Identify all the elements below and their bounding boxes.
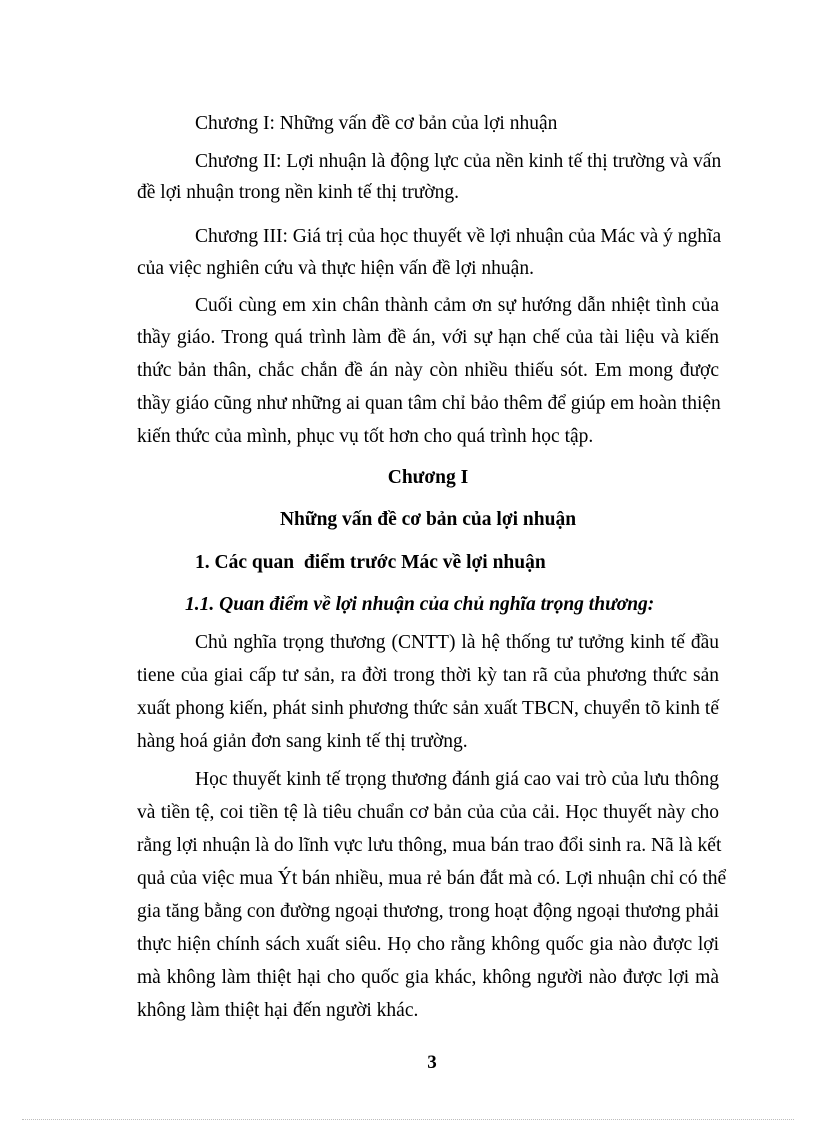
chapter-heading: Chương I xyxy=(387,467,469,488)
page-bottom-divider xyxy=(22,1119,794,1120)
page-number: 3 xyxy=(427,1052,437,1073)
chapter-title: Những vấn đề cơ bản của lợi nhuận xyxy=(279,509,577,530)
toc-chapter-1: Chương I: Những vấn đề cơ bản của lợi nhuận xyxy=(195,113,558,134)
paragraph-2-line-1: Học thuyết kinh tế trọng thương đánh giá cao vai trò của lưu thông xyxy=(195,769,719,790)
thanks-line-3: thức bản thân, chắc chắn đề án này còn nhiều thiếu sót. Em mong được xyxy=(137,360,719,381)
paragraph-2-line-5: gia tăng bằng con đường ngoại thương, trong hoạt động ngoại thương phải xyxy=(137,901,720,922)
thanks-line-4: thầy giáo cũng như những ai quan tâm chỉ bảo thêm để giúp em hoàn thiện xyxy=(137,393,721,414)
thanks-line-5: kiến thức của mình, phục vụ tốt hơn cho quá trình học tập. xyxy=(137,426,594,447)
paragraph-1-line-1: Chủ nghĩa trọng thương (CNTT) là hệ thống tư tưởng kinh tế đầu xyxy=(195,632,719,653)
paragraph-1-line-3: xuất phong kiến, phát sinh phương thức sản xuất TBCN, chuyển tõ kinh tế xyxy=(137,698,719,719)
toc-chapter-3-line-1: Chương III: Giá trị của học thuyết về lợi nhuận của Mác và ý nghĩa xyxy=(195,226,722,247)
paragraph-2-line-3: rằng lợi nhuận là do lĩnh vực lưu thông, mua bán trao đổi sinh ra. Nã là kết xyxy=(137,835,722,856)
toc-chapter-3-line-2: của việc nghiên cứu và thực hiện vấn đề lợi nhuận. xyxy=(137,258,534,279)
paragraph-1-line-2: tiene của giai cấp tư sản, ra đời trong thời kỳ tan rã của phương thức sản xyxy=(137,665,719,686)
paragraph-2-line-4: quả của việc mua Ýt bán nhiều, mua rẻ bán đắt mà có. Lợi nhuận chỉ có thể xyxy=(137,868,727,889)
paragraph-2-line-7: mà không làm thiệt hại cho quốc gia khác, không người nào được lợi mà xyxy=(137,967,719,988)
section-heading: 1. Các quan điểm trước Mác về lợi nhuận xyxy=(195,552,546,573)
thanks-line-1: Cuối cùng em xin chân thành cảm ơn sự hướng dẫn nhiệt tình của xyxy=(195,295,719,316)
subsection-heading: 1.1. Quan điểm về lợi nhuận của chủ nghĩa trọng thương: xyxy=(185,594,655,615)
paragraph-2-line-2: và tiền tệ, coi tiền tệ là tiêu chuẩn cơ bản của của cải. Học thuyết này cho xyxy=(137,802,719,823)
paragraph-1-line-4: hàng hoá giản đơn sang kinh tế thị trường. xyxy=(137,731,468,752)
paragraph-2-line-8: không làm thiệt hại đến người khác. xyxy=(137,1000,419,1021)
toc-chapter-2-line-1: Chương II: Lợi nhuận là động lực của nền kinh tế thị trường và vấn xyxy=(195,151,722,172)
toc-chapter-2-line-2: đề lợi nhuận trong nền kinh tế thị trường. xyxy=(137,182,460,203)
paragraph-2-line-6: thực hiện chính sách xuất siêu. Họ cho rằng không quốc gia nào được lợi xyxy=(137,934,719,955)
thanks-line-2: thầy giáo. Trong quá trình làm đề án, với sự hạn chế của tài liệu và kiến xyxy=(137,327,719,348)
